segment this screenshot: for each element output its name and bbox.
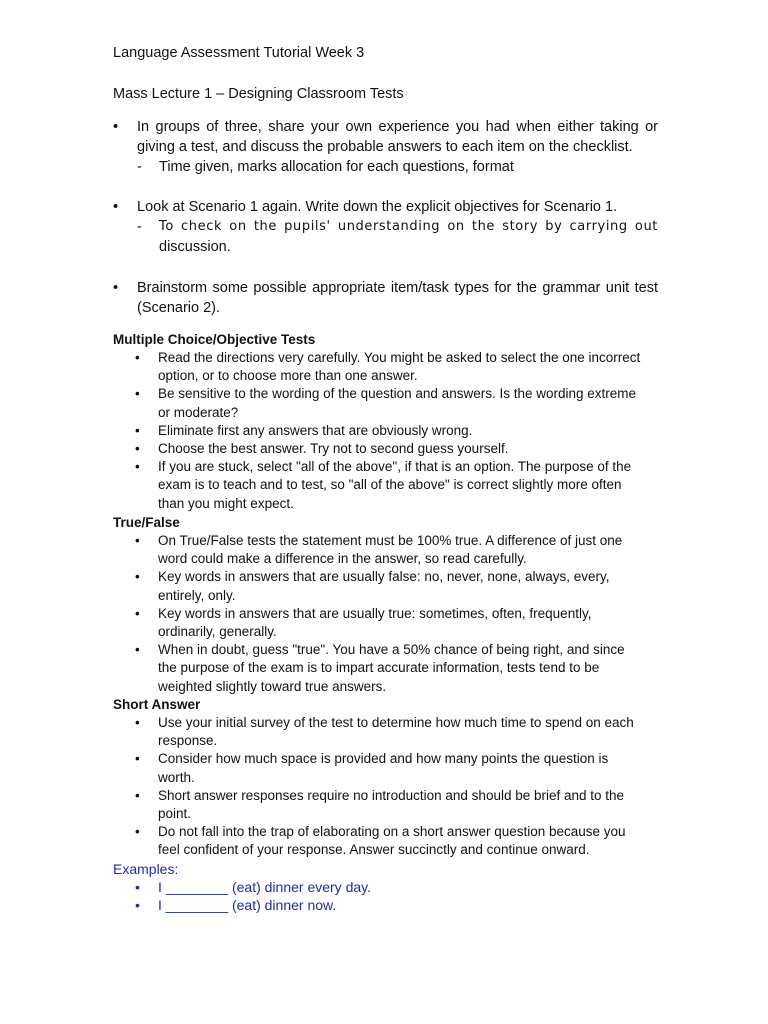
list-item: • On True/False tests the statement must be 100% true. A difference of just one word could make a difference in the answer, so read carefully. [135,533,623,567]
list-item: • Eliminate first any answers that are obviously wrong. [113,422,643,440]
task-bullet-3 [113,278,658,318]
document-title: Language Assessment Tutorial Week 3 [113,45,365,61]
task-text: Look at Scenario 1 again. Write down the explicit objectives for Scenario 1. [137,199,618,215]
bullet-icon: • [113,280,119,296]
bullet-icon: • [113,119,119,135]
bullet-icon: • [135,787,140,803]
bullet-icon: • [135,897,140,914]
lecture-subtitle: Mass Lecture 1 – Designing Classroom Tests [113,86,404,102]
bullet-icon: • [135,386,140,402]
dash-text: Time given, marks allocation for each questions, format [159,159,514,175]
task-dash-item [137,157,658,177]
bullet-icon: • [135,642,140,658]
dash-icon: - [137,219,142,235]
list-item: • Be sensitive to the wording of the question and answers. Is the wording extreme or moderate? [135,386,637,420]
bullet-icon: • [135,715,140,730]
task-text: In groups of three, share your own experience you had when either taking or giving a test, and discuss the probable answers to each item on the checklist. [137,119,658,155]
bullet-icon: • [113,199,119,215]
bullet-icon: • [135,422,140,438]
bullet-icon: • [135,459,140,475]
dash-icon: - [137,159,142,175]
task-dash-item [137,217,658,257]
list-item: • If you are stuck, select "all of the above", if that is an option. The purpose of the exam is to teach and to test, so "all of the above" is correct slightly more often than you might expect. [135,459,632,511]
example-item: • I ________ (eat) dinner now. [135,897,337,914]
list-item: • Read the directions very carefully. You might be asked to select the one incorrect option, or to choose more than one answer. [135,350,641,384]
bullet-icon: • [135,751,140,767]
task-bullet-2 [113,197,658,257]
examples-block [113,860,643,915]
list-item: • Short answer responses require no introduction and should be brief and to the point. [135,787,625,822]
section-heading-true-false: True/False [113,515,180,530]
task-text: Brainstorm some possible appropriate item/task types for the grammar unit test (Scenario 2). [137,280,658,316]
multiple-choice-list [113,349,643,513]
bullet-icon: • [135,569,140,585]
true-false-list [113,532,643,696]
list-item: • Use your initial survey of the test to determine how much time to spend on each response. [135,715,634,749]
dash-text-line-2: discussion. [159,239,231,255]
bullet-icon: • [135,879,140,896]
bullet-icon: • [135,533,140,548]
section-heading-multiple-choice: Multiple Choice/Objective Tests [113,332,316,347]
list-item: • Choose the best answer. Try not to second guess yourself. [113,440,643,458]
bullet-icon: • [135,441,140,457]
list-item: • Do not fall into the trap of elaborating on a short answer question because you feel confident of your response. Answer succinctly and continue onward. [135,824,626,858]
examples-label: Examples: [113,861,179,877]
task-bullet-1 [113,117,658,177]
list-item: • Key words in answers that are usually true: sometimes, often, frequently, ordinarily, generally. [135,605,592,640]
dash-text-line-1: To check on the pupils' understanding on the story by carrying out [159,219,658,234]
example-item: • I ________ (eat) dinner every day. [135,879,371,896]
bullet-icon: • [135,350,140,365]
short-answer-list [113,714,643,860]
list-item: • When in doubt, guess "true". You have a 50% chance of being right, and since the purpose of the exam is to impart accurate information, tests tend to be weighted slightly toward true answers. [135,642,625,694]
list-item: • Key words in answers that are usually false: no, never, none, always, every, entirely, only. [135,569,610,603]
bullet-icon: • [135,824,140,840]
section-heading-short-answer: Short Answer [113,697,201,712]
list-item: • Consider how much space is provided and how many points the question is worth. [135,751,609,785]
bullet-icon: • [135,605,140,621]
